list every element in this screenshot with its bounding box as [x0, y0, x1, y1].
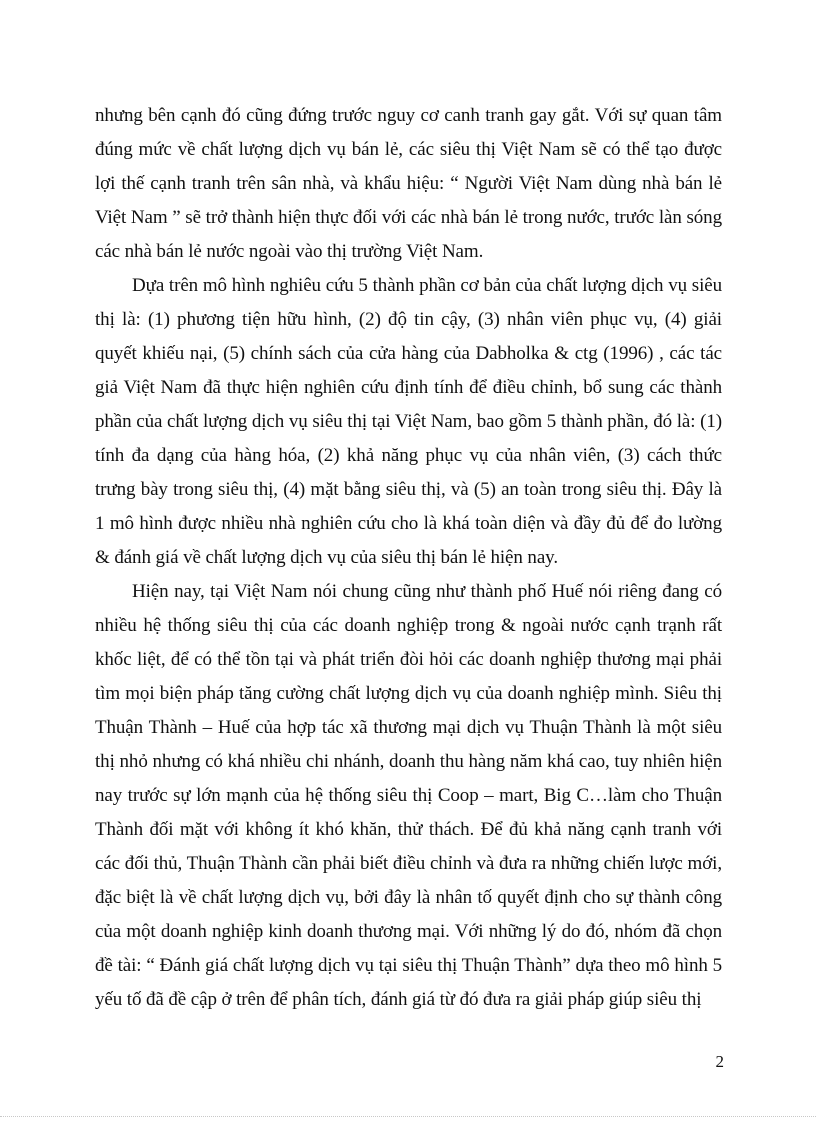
page-bottom-divider	[0, 1116, 816, 1117]
document-body	[95, 99, 722, 1017]
paragraph-research-model: Dựa trên mô hình nghiêu cứu 5 thành phần cơ bản của chất lượng dịch vụ siêu thị là: (1) phương tiện hữu hình, (2) độ tin cậy, (3) nhân viên phục vụ, (4) giải quyết khiếu nại, (5) chính sách của cửa hàng của Dabholka & ctg (1996) , các tác giả Việt Nam đã thực hiện nghiên cứu định tính để điều chỉnh, bổ sung các thành phần của chất lượng dịch vụ siêu thị tại Việt Nam, bao gồm 5 thành phần, đó là: (1) tính đa dạng của hàng hóa, (2) khả năng phục vụ của nhân viên, (3) cách thức trưng bày trong siêu thị, (4) mặt bằng siêu thị, và (5) an toàn trong siêu thị. Đây là 1 mô hình được nhiều nhà nghiên cứu cho là khá toàn diện và đầy đủ để đo lường & đánh giá về chất lượng dịch vụ của siêu thị bán lẻ hiện nay.	[95, 275, 722, 568]
page-number: 2	[715, 1052, 724, 1071]
paragraph-continuation: nhưng bên cạnh đó cũng đứng trước nguy cơ canh tranh gay gắt. Với sự quan tâm đúng mức về chất lượng dịch vụ bán lẻ, các siêu thị Việt Nam sẽ có thể tạo được lợi thế cạnh tranh trên sân nhà, và khẩu hiệu: “ Người Việt Nam dùng nhà bán lẻ Việt Nam ” sẽ trở thành hiện thực đối với các nhà bán lẻ trong nước, trước làn sóng các nhà bán lẻ nước ngoài vào thị trường Việt Nam.	[95, 105, 722, 262]
paragraph-topic-rationale: Hiện nay, tại Việt Nam nói chung cũng như thành phố Huế nói riêng đang có nhiều hệ thống siêu thị của các doanh nghiệp trong & ngoài nước cạnh trạnh rất khốc liệt, để có thể tồn tại và phát triển đòi hỏi các doanh nghiệp thương mại phải tìm mọi biện pháp tăng cường chất lượng dịch vụ của doanh nghiệp mình. Siêu thị Thuận Thành – Huế của hợp tác xã thương mại dịch vụ Thuận Thành là một siêu thị nhỏ nhưng có khá nhiều chi nhánh, doanh thu hàng năm khá cao, tuy nhiên hiện nay trước sự lớn mạnh của hệ thống siêu thị Coop – mart, Big C…làm cho Thuận Thành đối mặt với không ít khó khăn, thử thách. Để đủ khả năng cạnh tranh với các đối thủ, Thuận Thành cần phải biết điều chỉnh và đưa ra những chiến lược mới, đặc biệt là về chất lượng dịch vụ, bởi đây là nhân tố quyết định cho sự thành công của một doanh nghiệp kinh doanh thương mại. Với những lý do đó, nhóm đã chọn đề tài: “ Đánh giá chất lượng dịch vụ tại siêu thị Thuận Thành” dựa theo mô hình 5 yếu tố đã đề cập ở trên để phân tích, đánh giá từ đó đưa ra giải pháp giúp siêu thị	[95, 581, 722, 1010]
